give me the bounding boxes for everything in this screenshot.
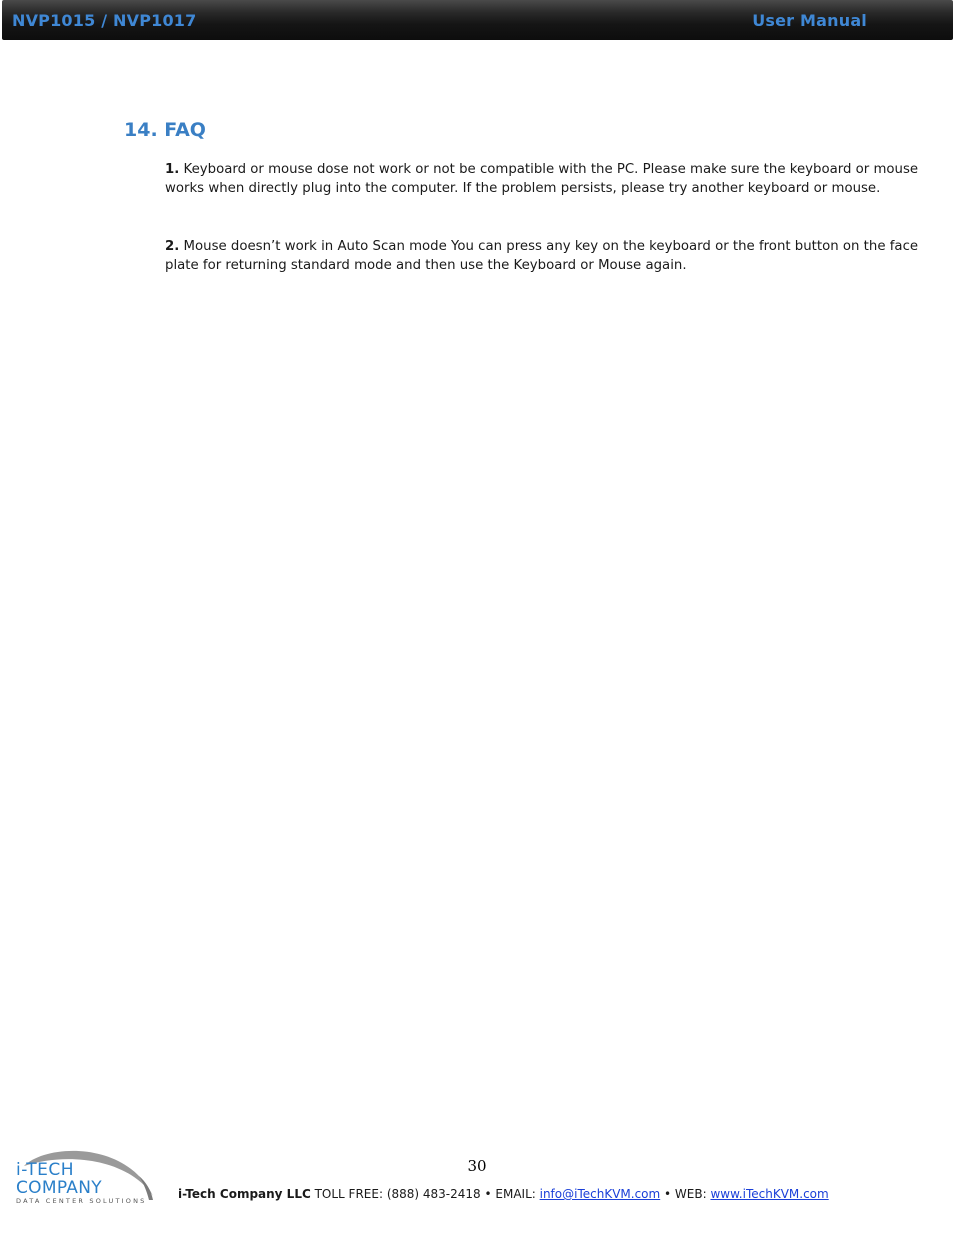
logo-text-itech: i-TECH — [16, 1160, 75, 1180]
logo-text-company: COMPANY — [16, 1178, 102, 1198]
faq-item-number: 1. — [165, 162, 180, 177]
header-bar — [2, 0, 953, 40]
footer-company-name: i-Tech Company LLC — [178, 1187, 311, 1201]
footer-web-label: • WEB: — [660, 1187, 711, 1201]
header-product-title: NVP1015 / NVP1017 — [12, 11, 197, 30]
faq-item-number: 2. — [165, 239, 180, 254]
email-link[interactable]: info@iTechKVM.com — [539, 1187, 661, 1201]
footer-toll-free: TOLL FREE: (888) 483-2418 • EMAIL: — [310, 1187, 540, 1201]
website-link[interactable]: www.iTechKVM.com — [710, 1187, 829, 1201]
header-manual-label: User Manual — [752, 11, 867, 30]
faq-item-text: Mouse doesn’t work in Auto Scan mode You can press any key on the keyboard or the front button on the face plate for returning standard mode and then use the Keyboard or Mouse again. — [165, 239, 919, 274]
section-title: 14. FAQ — [124, 119, 206, 141]
faq-item-2 — [165, 237, 925, 276]
page-number: 30 — [467, 1157, 487, 1175]
footer-contact — [178, 1187, 829, 1201]
company-logo — [16, 1146, 156, 1208]
faq-item-1 — [165, 160, 925, 199]
faq-item-text: Keyboard or mouse dose not work or not be compatible with the PC. Please make sure the keyboard or mouse works when directly plug into the computer. If the problem persists, please try another keyboard or mouse. — [165, 162, 919, 197]
logo-tagline: DATA CENTER SOLUTIONS — [16, 1197, 147, 1205]
